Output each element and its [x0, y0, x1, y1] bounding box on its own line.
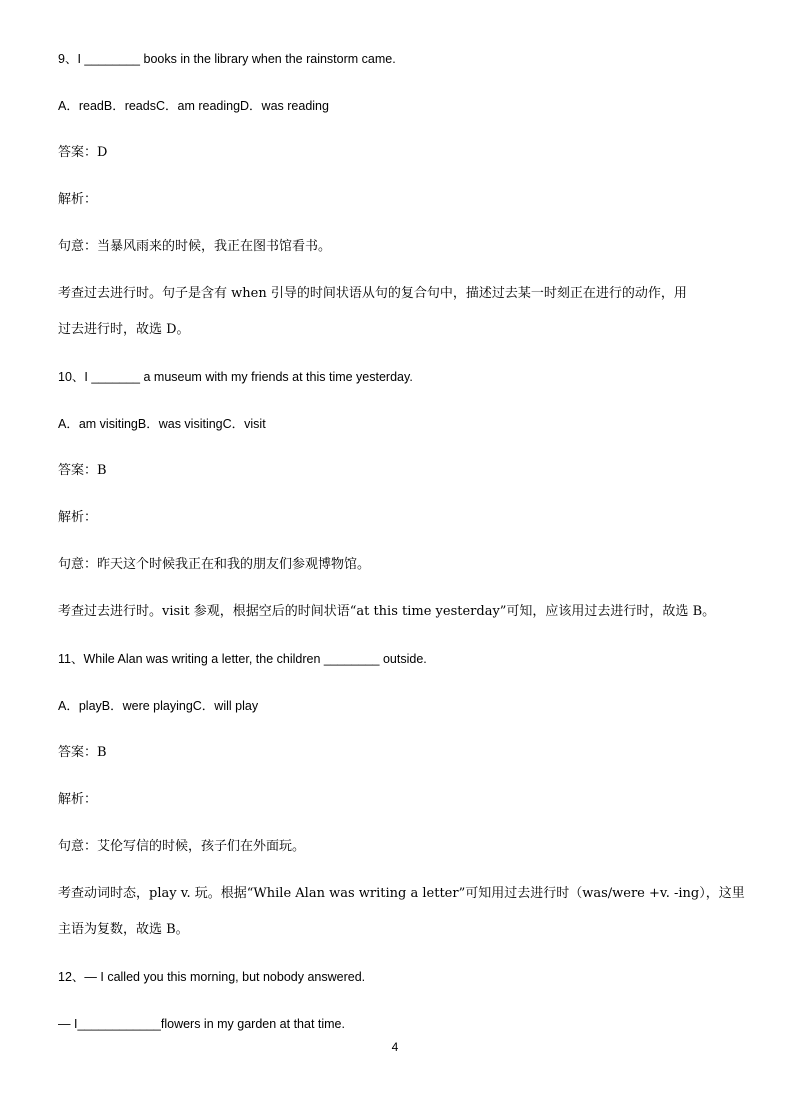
question-9-analysis-label: 解析：: [58, 192, 98, 207]
page-number: 4: [391, 1040, 399, 1054]
question-10-analysis-label: 解析：: [58, 510, 98, 525]
question-12-stem: 12、— I called you this morning, but nobody answered.: [58, 970, 366, 984]
question-11-analysis-label: 解析：: [58, 792, 98, 807]
question-11-options: A．playB．were playingC．will play: [58, 699, 259, 713]
question-11-answer: 答案：B: [58, 745, 107, 760]
question-9-explanation-line-1: 考查过去进行时。句子是含有 when 引导的时间状语从句的复合句中，描述过去某一时刻正在进行的动作，用: [58, 286, 687, 301]
question-11-explanation-line-2: 主语为复数，故选 B。: [58, 922, 189, 937]
question-10-meaning: 句意：昨天这个时候我正在和我的朋友们参观博物馆。: [58, 557, 371, 572]
question-11-stem: 11、While Alan was writing a letter, the children ________ outside.: [58, 652, 427, 666]
question-11-meaning: 句意：艾伦写信的时候，孩子们在外面玩。: [58, 839, 306, 854]
question-9-explanation-line-2: 过去进行时，故选 D。: [58, 322, 190, 337]
question-10-answer: 答案：B: [58, 463, 107, 478]
question-10-explanation-line-1: 考查过去进行时。visit 参观，根据空后的时间状语“at this time yesterday”可知，应该用过去进行时，故选 B。: [58, 604, 716, 619]
question-12-line-2: — I____________flowers in my garden at that time.: [58, 1017, 345, 1031]
question-11-explanation-line-1: 考查动词时态，play v. 玩。根据“While Alan was writing a letter”可知用过去进行时（was/were +v. -ing），这里: [58, 886, 745, 901]
question-9-stem: 9、I ________ books in the library when the rainstorm came.: [58, 52, 396, 66]
question-10-stem: 10、I _______ a museum with my friends at this time yesterday.: [58, 370, 413, 384]
question-10-options: A．am visitingB．was visitingC．visit: [58, 417, 266, 431]
question-9-answer: 答案：D: [58, 145, 108, 160]
question-9-meaning: 句意：当暴风雨来的时候，我正在图书馆看书。: [58, 239, 332, 254]
question-9-options: A．readB．readsC．am readingD．was reading: [58, 99, 329, 113]
